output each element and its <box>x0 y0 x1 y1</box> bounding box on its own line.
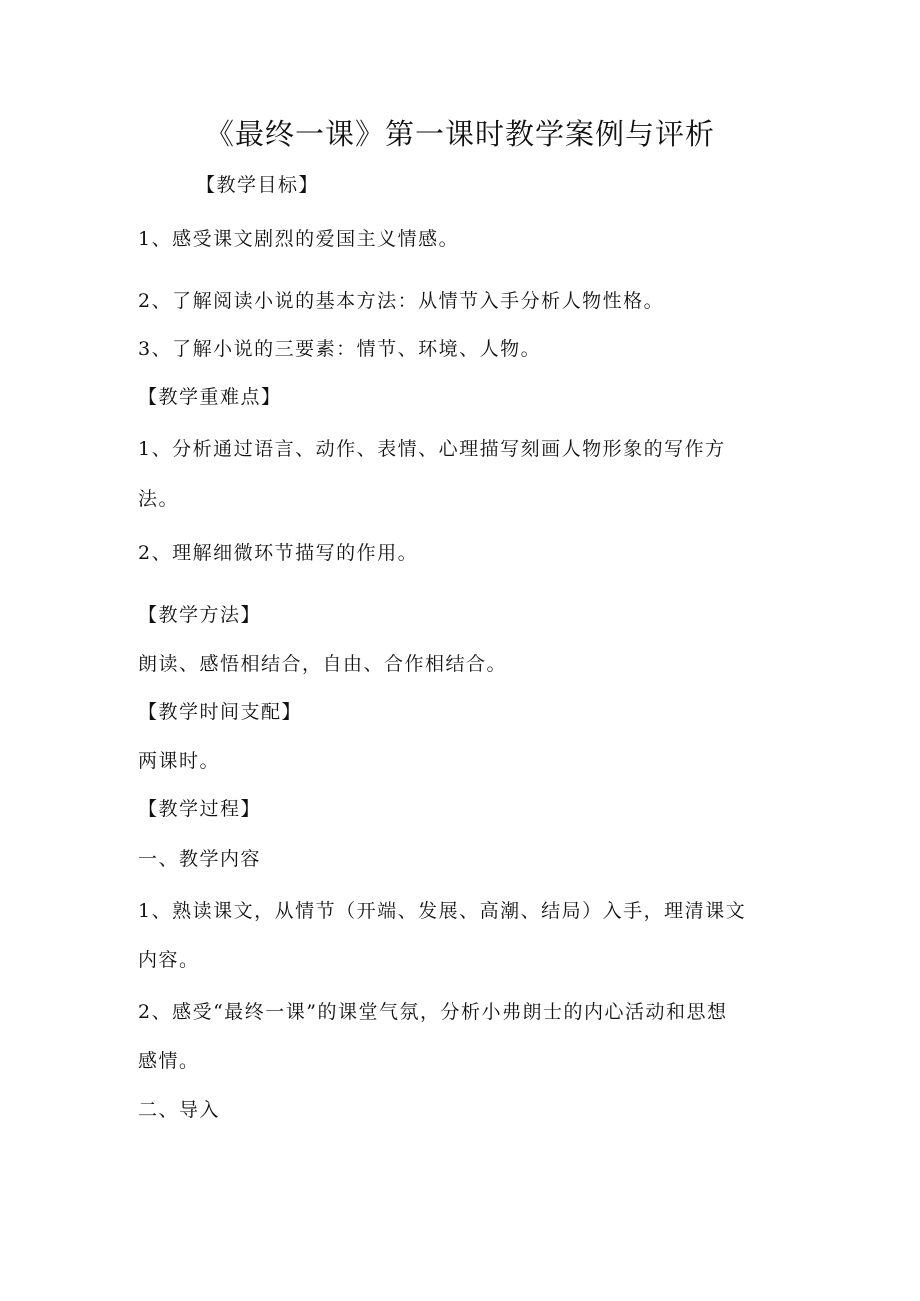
heading-teaching-goals: 【教学目标】 <box>196 174 320 196</box>
key-point-2: 2、理解细微环节描写的作用。 <box>138 542 419 564</box>
method-text: 朗读、感悟相结合，自由、合作相结合。 <box>138 653 508 675</box>
process-item-1-line-2: 内容。 <box>138 949 200 971</box>
goal-item-1: 1、感受课文剧烈的爱国主义情感。 <box>138 228 460 250</box>
heading-teaching-time: 【教学时间支配】 <box>138 701 303 723</box>
heading-teaching-method: 【教学方法】 <box>138 604 262 626</box>
heading-teaching-process: 【教学过程】 <box>138 798 262 820</box>
process-item-2-line-2: 感情。 <box>138 1050 200 1072</box>
process-item-2-line-1: 2、感受“最终一课”的课堂气氛，分析小弗朗士的内心活动和思想 <box>138 1001 728 1023</box>
document-title: 《最终一课》第一课时教学案例与评析 <box>204 117 715 151</box>
process-section-1: 一、教学内容 <box>138 848 262 870</box>
process-item-1-line-1: 1、熟读课文，从情节（开端、发展、高潮、结局）入手，理清课文 <box>138 900 747 922</box>
time-text: 两课时。 <box>138 750 221 772</box>
goal-item-2: 2、了解阅读小说的基本方法：从情节入手分析人物性格。 <box>138 290 665 312</box>
key-point-1-line-1: 1、分析通过语言、动作、表情、心理描写刻画人物形象的写作方 <box>138 438 726 460</box>
goal-item-3: 3、了解小说的三要素：情节、环境、人物。 <box>138 338 542 360</box>
heading-key-points: 【教学重难点】 <box>138 386 282 408</box>
key-point-1-line-2: 法。 <box>138 488 180 510</box>
process-section-2: 二、导入 <box>138 1099 221 1121</box>
